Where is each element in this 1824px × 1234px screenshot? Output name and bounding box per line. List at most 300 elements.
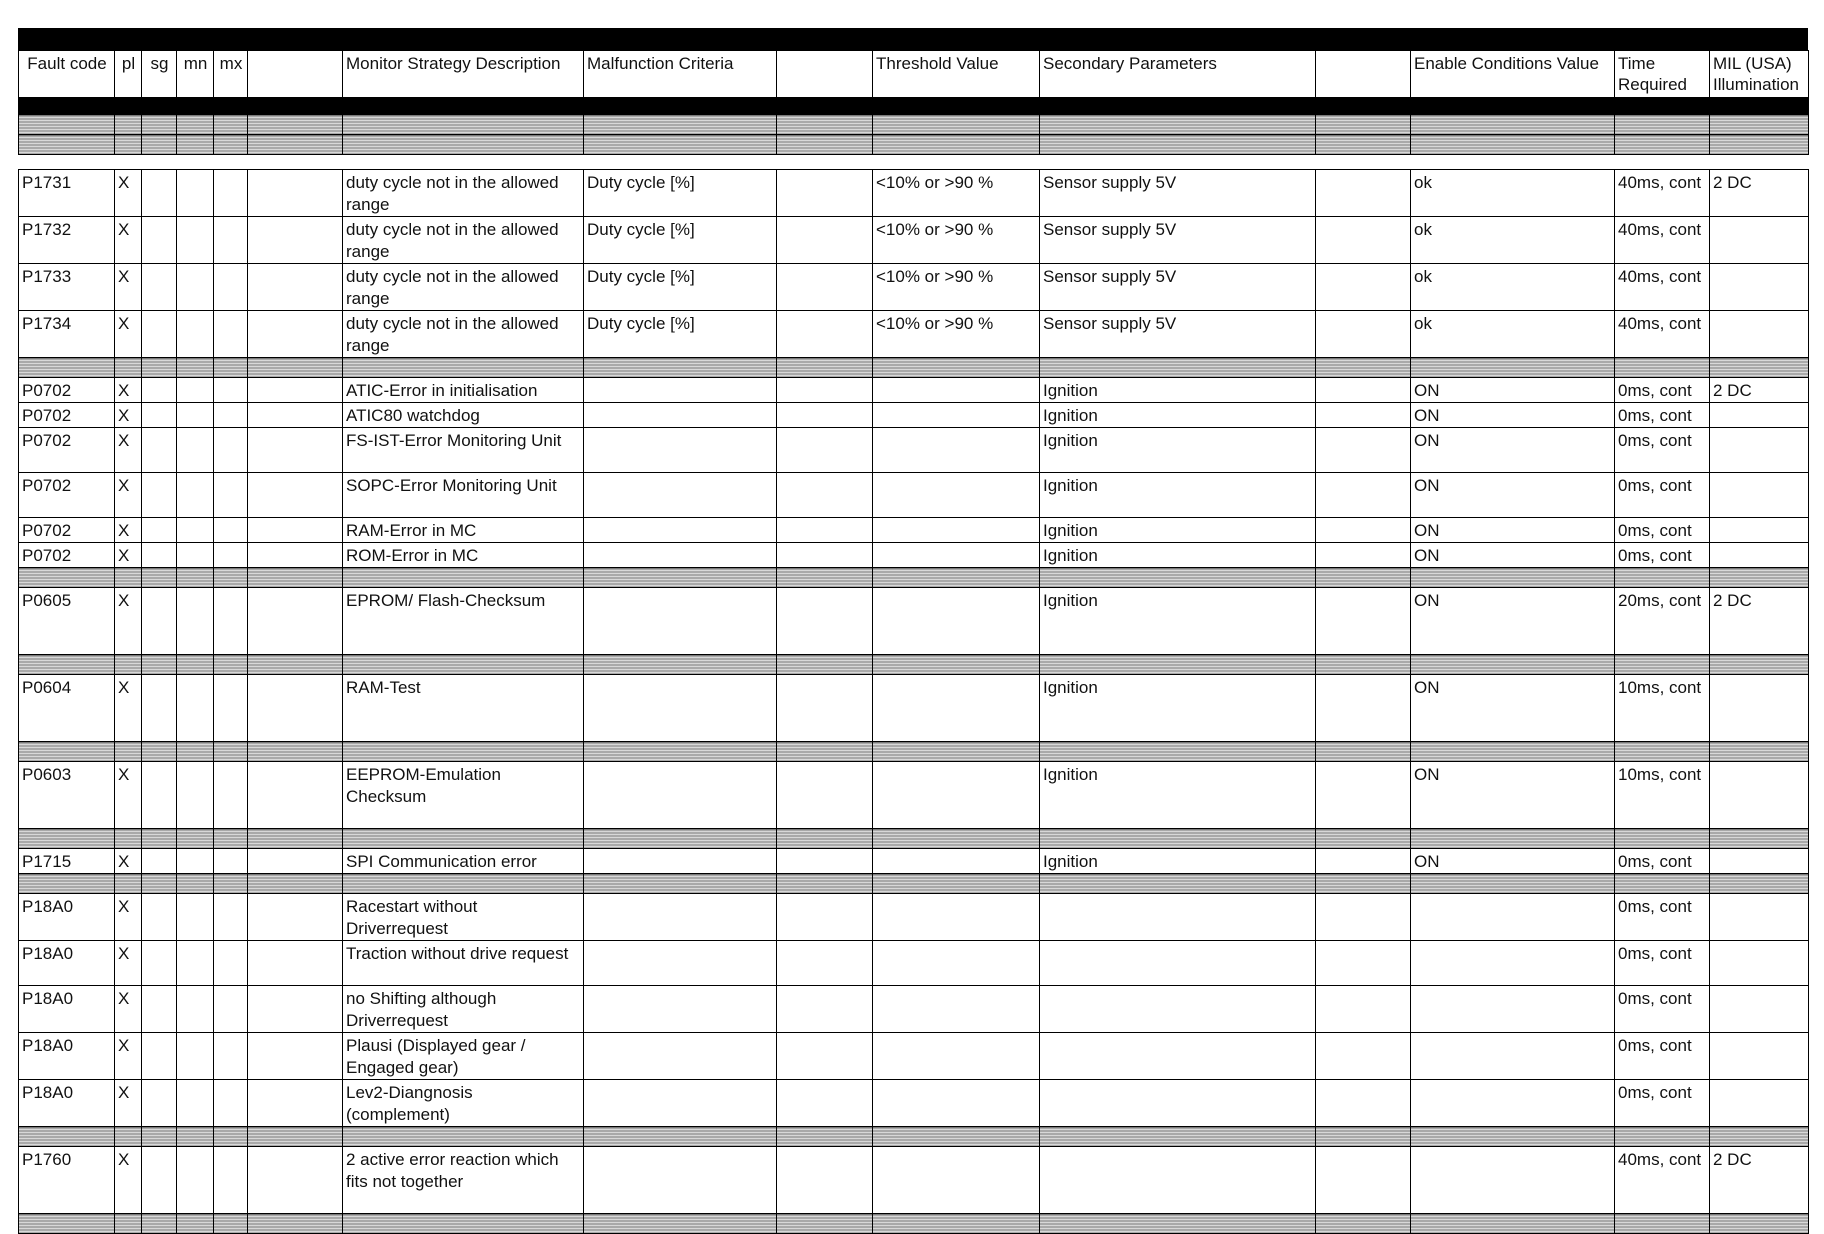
blank-cell	[248, 518, 343, 543]
mx-cell	[214, 1080, 248, 1127]
mil-cell	[1710, 543, 1809, 568]
filler-cell	[142, 98, 177, 115]
filler-cell	[115, 1127, 142, 1147]
malfunction-criteria-cell	[584, 675, 777, 742]
enable-condition-cell	[1411, 1147, 1615, 1214]
blank-cell	[777, 1147, 873, 1214]
mn-cell	[177, 675, 214, 742]
blank-cell	[777, 473, 873, 518]
filler-cell	[248, 135, 343, 155]
threshold-value-cell	[873, 1033, 1040, 1080]
blank-cell	[248, 1033, 343, 1080]
blank-cell	[777, 894, 873, 941]
time-required-cell: 0ms, cont	[1615, 378, 1710, 403]
secondary-parameter-cell	[1040, 986, 1316, 1033]
blank-cell	[1316, 986, 1411, 1033]
filler-cell	[1411, 98, 1615, 115]
sg-cell	[142, 217, 177, 264]
filler-cell	[1040, 742, 1316, 762]
mil-cell: 2 DC	[1710, 378, 1809, 403]
filler-cell	[873, 829, 1040, 849]
shaded-separator-row	[19, 115, 1809, 135]
filler-cell	[873, 742, 1040, 762]
table-row	[19, 378, 1809, 403]
filler-cell	[1040, 358, 1316, 378]
enable-condition-cell	[1411, 1080, 1615, 1127]
monitor-strategy-cell: duty cycle not in the allowed range	[343, 170, 584, 217]
time-required-cell: 0ms, cont	[1615, 518, 1710, 543]
blank-cell	[777, 264, 873, 311]
mx-cell	[214, 986, 248, 1033]
threshold-value-cell	[873, 941, 1040, 986]
shaded-separator-row	[19, 568, 1809, 588]
sg-cell	[142, 1080, 177, 1127]
sg-cell	[142, 1147, 177, 1214]
filler-cell	[1316, 1127, 1411, 1147]
malfunction-criteria-cell	[584, 849, 777, 874]
threshold-value-cell	[873, 762, 1040, 829]
blank-cell	[248, 588, 343, 655]
blank-cell	[1316, 311, 1411, 358]
filler-cell	[777, 1127, 873, 1147]
blank-cell	[1316, 1147, 1411, 1214]
filler-cell	[177, 829, 214, 849]
filler-cell	[115, 115, 142, 135]
time-required-cell: 40ms, cont	[1615, 311, 1710, 358]
fault-code-cell: P0702	[19, 473, 115, 518]
secondary-parameter-cell: Sensor supply 5V	[1040, 311, 1316, 358]
blank-cell	[777, 518, 873, 543]
mn-cell	[177, 1033, 214, 1080]
time-required-cell: 0ms, cont	[1615, 849, 1710, 874]
time-required-cell: 0ms, cont	[1615, 986, 1710, 1033]
fault-code-cell: P0702	[19, 403, 115, 428]
header-mx: mx	[214, 51, 248, 98]
blank-cell	[1316, 543, 1411, 568]
fault-code-cell: P18A0	[19, 986, 115, 1033]
filler-cell	[1316, 358, 1411, 378]
filler-cell	[1316, 874, 1411, 894]
threshold-value-cell	[873, 543, 1040, 568]
shaded-separator-row	[19, 874, 1809, 894]
filler-cell	[1316, 98, 1411, 115]
mil-cell	[1710, 473, 1809, 518]
filler-cell	[873, 358, 1040, 378]
mn-cell	[177, 1080, 214, 1127]
sg-cell	[142, 588, 177, 655]
filler-cell	[873, 1214, 1040, 1234]
malfunction-criteria-cell	[584, 894, 777, 941]
monitor-strategy-cell: Racestart without Driverrequest	[343, 894, 584, 941]
filler-cell	[873, 135, 1040, 155]
time-required-cell: 0ms, cont	[1615, 894, 1710, 941]
table-body	[19, 98, 1809, 1234]
mx-cell	[214, 894, 248, 941]
filler-cell	[19, 742, 115, 762]
filler-cell	[177, 155, 214, 170]
sg-cell	[142, 762, 177, 829]
blank-cell	[1316, 170, 1411, 217]
pl-cell: X	[115, 378, 142, 403]
mn-cell	[177, 518, 214, 543]
filler-cell	[1710, 1214, 1809, 1234]
secondary-parameter-cell: Ignition	[1040, 543, 1316, 568]
blank-cell	[248, 264, 343, 311]
blank-cell	[777, 762, 873, 829]
filler-cell	[343, 829, 584, 849]
filler-cell	[343, 874, 584, 894]
header-blank-3	[1316, 51, 1411, 98]
blank-cell	[248, 941, 343, 986]
blank-cell	[777, 588, 873, 655]
filler-cell	[1615, 874, 1710, 894]
time-required-cell: 0ms, cont	[1615, 1080, 1710, 1127]
filler-cell	[1710, 115, 1809, 135]
pl-cell: X	[115, 473, 142, 518]
filler-cell	[1411, 1127, 1615, 1147]
filler-cell	[177, 742, 214, 762]
fault-code-cell: P0702	[19, 543, 115, 568]
filler-cell	[1615, 1214, 1710, 1234]
filler-cell	[142, 742, 177, 762]
malfunction-criteria-cell	[584, 762, 777, 829]
pl-cell: X	[115, 217, 142, 264]
table-row	[19, 588, 1809, 655]
filler-cell	[142, 115, 177, 135]
pl-cell: X	[115, 428, 142, 473]
filler-cell	[777, 1214, 873, 1234]
filler-cell	[248, 155, 343, 170]
enable-condition-cell	[1411, 941, 1615, 986]
pl-cell: X	[115, 941, 142, 986]
monitor-strategy-cell: Lev2-Diangnosis (complement)	[343, 1080, 584, 1127]
filler-cell	[1316, 829, 1411, 849]
blank-cell	[248, 378, 343, 403]
enable-condition-cell: ON	[1411, 675, 1615, 742]
blank-cell	[248, 311, 343, 358]
filler-cell	[214, 135, 248, 155]
sg-cell	[142, 518, 177, 543]
table-row	[19, 428, 1809, 473]
enable-condition-cell: ON	[1411, 403, 1615, 428]
filler-cell	[1411, 829, 1615, 849]
mil-cell: 2 DC	[1710, 588, 1809, 655]
time-required-cell: 10ms, cont	[1615, 675, 1710, 742]
filler-cell	[777, 135, 873, 155]
filler-cell	[177, 1127, 214, 1147]
table-row	[19, 1033, 1809, 1080]
filler-cell	[584, 742, 777, 762]
header-row	[19, 51, 1809, 98]
malfunction-criteria-cell	[584, 1080, 777, 1127]
filler-cell	[1316, 742, 1411, 762]
filler-cell	[1411, 655, 1615, 675]
time-required-cell: 20ms, cont	[1615, 588, 1710, 655]
pl-cell: X	[115, 675, 142, 742]
filler-cell	[1040, 874, 1316, 894]
filler-cell	[115, 155, 142, 170]
blank-cell	[248, 473, 343, 518]
enable-condition-cell: ON	[1411, 543, 1615, 568]
filler-cell	[214, 115, 248, 135]
filler-cell	[1615, 655, 1710, 675]
filler-cell	[177, 655, 214, 675]
blank-cell	[248, 403, 343, 428]
secondary-parameter-cell: Sensor supply 5V	[1040, 170, 1316, 217]
mx-cell	[214, 217, 248, 264]
filler-cell	[873, 115, 1040, 135]
filler-cell	[1710, 1127, 1809, 1147]
sg-cell	[142, 311, 177, 358]
filler-cell	[214, 1127, 248, 1147]
blank-cell	[1316, 264, 1411, 311]
threshold-value-cell: <10% or >90 %	[873, 311, 1040, 358]
pl-cell: X	[115, 403, 142, 428]
filler-cell	[1316, 115, 1411, 135]
pl-cell: X	[115, 762, 142, 829]
threshold-value-cell	[873, 849, 1040, 874]
shaded-separator-row	[19, 135, 1809, 155]
filler-cell	[777, 568, 873, 588]
blank-cell	[1316, 849, 1411, 874]
filler-cell	[343, 98, 584, 115]
fault-code-cell: P18A0	[19, 1033, 115, 1080]
filler-cell	[19, 568, 115, 588]
blank-cell	[777, 1080, 873, 1127]
secondary-parameter-cell	[1040, 1080, 1316, 1127]
mil-cell	[1710, 428, 1809, 473]
malfunction-criteria-cell	[584, 378, 777, 403]
time-required-cell: 0ms, cont	[1615, 941, 1710, 986]
secondary-parameter-cell: Ignition	[1040, 473, 1316, 518]
malfunction-criteria-cell: Duty cycle [%]	[584, 264, 777, 311]
header-enable-conditions: Enable Conditions Value	[1411, 51, 1615, 98]
filler-cell	[1710, 155, 1809, 170]
filler-cell	[214, 829, 248, 849]
secondary-parameter-cell	[1040, 941, 1316, 986]
fault-code-cell: P1760	[19, 1147, 115, 1214]
pl-cell: X	[115, 588, 142, 655]
filler-cell	[584, 358, 777, 378]
filler-cell	[1040, 98, 1316, 115]
mil-cell	[1710, 1080, 1809, 1127]
table-row	[19, 762, 1809, 829]
filler-cell	[142, 358, 177, 378]
filler-cell	[873, 655, 1040, 675]
header-malfunction-criteria: Malfunction Criteria	[584, 51, 777, 98]
filler-cell	[343, 742, 584, 762]
mx-cell	[214, 428, 248, 473]
enable-condition-cell	[1411, 1033, 1615, 1080]
table-top-bar	[18, 28, 1808, 50]
filler-cell	[115, 98, 142, 115]
blank-cell	[1316, 894, 1411, 941]
filler-cell	[1411, 358, 1615, 378]
filler-cell	[584, 568, 777, 588]
time-required-cell: 40ms, cont	[1615, 264, 1710, 311]
mx-cell	[214, 170, 248, 217]
filler-cell	[343, 655, 584, 675]
time-required-cell: 10ms, cont	[1615, 762, 1710, 829]
mn-cell	[177, 473, 214, 518]
filler-cell	[248, 742, 343, 762]
table-row	[19, 311, 1809, 358]
blank-cell	[1316, 941, 1411, 986]
sg-cell	[142, 170, 177, 217]
filler-cell	[1411, 115, 1615, 135]
secondary-parameter-cell: Ignition	[1040, 762, 1316, 829]
mil-cell	[1710, 762, 1809, 829]
threshold-value-cell	[873, 894, 1040, 941]
mil-cell	[1710, 986, 1809, 1033]
filler-cell	[142, 568, 177, 588]
threshold-value-cell: <10% or >90 %	[873, 217, 1040, 264]
blank-cell	[248, 762, 343, 829]
filler-cell	[248, 1127, 343, 1147]
filler-cell	[584, 874, 777, 894]
filler-cell	[1040, 155, 1316, 170]
mx-cell	[214, 941, 248, 986]
filler-cell	[1040, 1214, 1316, 1234]
filler-cell	[584, 1127, 777, 1147]
enable-condition-cell: ok	[1411, 170, 1615, 217]
blank-cell	[1316, 518, 1411, 543]
mil-cell	[1710, 217, 1809, 264]
secondary-parameter-cell: Sensor supply 5V	[1040, 217, 1316, 264]
pl-cell: X	[115, 518, 142, 543]
table-row	[19, 1147, 1809, 1214]
filler-cell	[19, 1127, 115, 1147]
blank-cell	[777, 428, 873, 473]
blank-cell	[248, 428, 343, 473]
monitor-strategy-cell: EEPROM-Emulation Checksum	[343, 762, 584, 829]
filler-cell	[142, 874, 177, 894]
secondary-parameter-cell: Ignition	[1040, 428, 1316, 473]
filler-cell	[1316, 655, 1411, 675]
secondary-parameter-cell	[1040, 894, 1316, 941]
filler-cell	[777, 115, 873, 135]
threshold-value-cell	[873, 1080, 1040, 1127]
blank-cell	[248, 675, 343, 742]
mn-cell	[177, 264, 214, 311]
filler-cell	[177, 358, 214, 378]
blank-cell	[777, 849, 873, 874]
monitor-strategy-cell: SPI Communication error	[343, 849, 584, 874]
filler-cell	[177, 98, 214, 115]
pl-cell: X	[115, 543, 142, 568]
blank-cell	[248, 543, 343, 568]
filler-cell	[873, 874, 1040, 894]
malfunction-criteria-cell: Duty cycle [%]	[584, 311, 777, 358]
filler-cell	[873, 155, 1040, 170]
pl-cell: X	[115, 264, 142, 311]
filler-cell	[115, 829, 142, 849]
sg-cell	[142, 894, 177, 941]
threshold-value-cell	[873, 378, 1040, 403]
shaded-separator-row	[19, 742, 1809, 762]
table-row	[19, 170, 1809, 217]
filler-cell	[142, 829, 177, 849]
mn-cell	[177, 762, 214, 829]
mil-cell	[1710, 403, 1809, 428]
header-sg: sg	[142, 51, 177, 98]
secondary-parameter-cell: Ignition	[1040, 849, 1316, 874]
monitor-strategy-cell: ROM-Error in MC	[343, 543, 584, 568]
table-row	[19, 941, 1809, 986]
monitor-strategy-cell: Traction without drive request	[343, 941, 584, 986]
mx-cell	[214, 543, 248, 568]
mil-cell: 2 DC	[1710, 1147, 1809, 1214]
table-row	[19, 894, 1809, 941]
table-row	[19, 403, 1809, 428]
header-fault-code: Fault code	[19, 51, 115, 98]
filler-cell	[1316, 1214, 1411, 1234]
blank-cell	[1316, 1033, 1411, 1080]
time-required-cell: 0ms, cont	[1615, 1033, 1710, 1080]
filler-cell	[142, 135, 177, 155]
filler-cell	[777, 155, 873, 170]
mn-cell	[177, 941, 214, 986]
mn-cell	[177, 217, 214, 264]
malfunction-criteria-cell	[584, 428, 777, 473]
fault-code-cell: P0702	[19, 378, 115, 403]
filler-cell	[1710, 98, 1809, 115]
threshold-value-cell	[873, 675, 1040, 742]
mn-cell	[177, 543, 214, 568]
filler-cell	[19, 655, 115, 675]
filler-cell	[777, 829, 873, 849]
filler-cell	[248, 1214, 343, 1234]
filler-cell	[1615, 1127, 1710, 1147]
filler-cell	[19, 135, 115, 155]
table-row	[19, 675, 1809, 742]
filler-cell	[248, 98, 343, 115]
enable-condition-cell: ON	[1411, 762, 1615, 829]
blank-cell	[777, 1033, 873, 1080]
filler-cell	[214, 655, 248, 675]
secondary-parameter-cell: Ignition	[1040, 675, 1316, 742]
filler-cell	[1710, 874, 1809, 894]
sg-cell	[142, 264, 177, 311]
monitor-strategy-cell: RAM-Error in MC	[343, 518, 584, 543]
filler-cell	[214, 98, 248, 115]
enable-condition-cell: ON	[1411, 588, 1615, 655]
mil-cell	[1710, 849, 1809, 874]
mil-cell	[1710, 311, 1809, 358]
enable-condition-cell: ON	[1411, 849, 1615, 874]
monitor-strategy-cell: no Shifting although Driverrequest	[343, 986, 584, 1033]
filler-cell	[584, 98, 777, 115]
blank-cell	[777, 941, 873, 986]
blank-cell	[1316, 217, 1411, 264]
filler-cell	[115, 1214, 142, 1234]
pl-cell: X	[115, 1080, 142, 1127]
filler-cell	[1040, 655, 1316, 675]
filler-cell	[142, 1214, 177, 1234]
threshold-value-cell	[873, 403, 1040, 428]
filler-cell	[1316, 155, 1411, 170]
filler-cell	[584, 655, 777, 675]
fault-code-table	[18, 50, 1809, 1234]
sg-cell	[142, 849, 177, 874]
pl-cell: X	[115, 1147, 142, 1214]
filler-cell	[1316, 135, 1411, 155]
blank-cell	[777, 675, 873, 742]
filler-cell	[19, 358, 115, 378]
pl-cell: X	[115, 1033, 142, 1080]
monitor-strategy-cell: duty cycle not in the allowed range	[343, 311, 584, 358]
blank-cell	[1316, 473, 1411, 518]
